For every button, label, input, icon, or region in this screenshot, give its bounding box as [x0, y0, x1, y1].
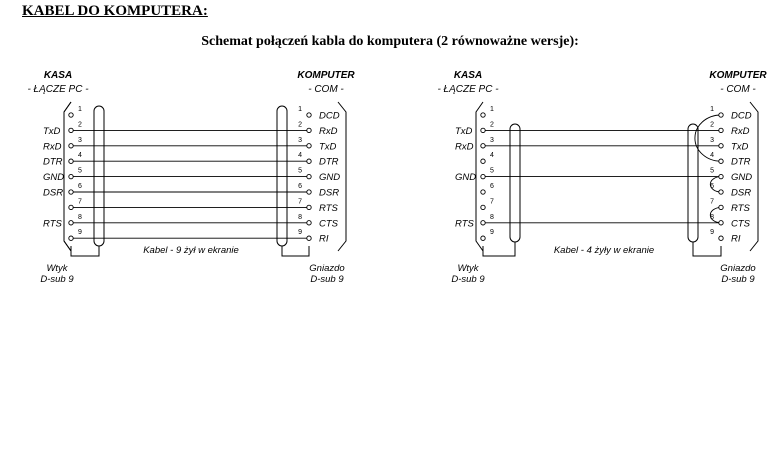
- v1-plug-pin-6: [69, 190, 73, 194]
- v2-kasa-subtitle: - ŁĄCZE PC -: [437, 84, 499, 95]
- v2-socket-pin-6: [719, 190, 723, 194]
- v2-socket-pin-5: [719, 174, 723, 178]
- v1-socket-pin-6: [307, 190, 311, 194]
- v2-socket-pin-number-3: 3: [710, 136, 714, 144]
- v1-plug-pin-number-4: 4: [78, 152, 82, 160]
- v1-socket-pin-number-1: 1: [298, 106, 302, 113]
- v2-plug-pin-9: [481, 236, 485, 240]
- v2-socket-label-line1: Gniazdo: [720, 263, 756, 274]
- v2-socket-signal-dsr: DSR: [731, 187, 752, 199]
- v1-plug-pin-number-9: 9: [78, 229, 82, 237]
- v1-plug-pin-number-6: 6: [78, 183, 82, 190]
- v2-socket-signal-gnd: GND: [731, 172, 753, 184]
- v2-shield-ground-left: [483, 242, 515, 256]
- v1-plug-signal-gnd: GND: [43, 172, 65, 184]
- v2-socket-pin-number-6: 6: [710, 183, 714, 190]
- v2-socket-signal-rts: RTS: [731, 202, 750, 214]
- v1-plug-pin-7: [69, 205, 73, 209]
- v2-plug-label-line2: D-sub 9: [451, 274, 485, 285]
- v2-socket-signal-cts: CTS: [731, 218, 750, 230]
- v2-socket-signal-dcd: DCD: [731, 110, 752, 122]
- page-title: KABEL DO KOMPUTERA:: [22, 3, 208, 19]
- v2-plug-pin-number-1: 1: [490, 106, 494, 113]
- v2-socket-pin-1: [719, 113, 723, 117]
- v2-plug-signal-rts: RTS: [455, 218, 474, 230]
- v2-plug-pin-8: [481, 221, 485, 225]
- v1-socket-signal-gnd: GND: [319, 172, 341, 184]
- v1-cable-label: Kabel - 9 żył w ekranie: [143, 245, 239, 256]
- v1-socket-signal-ri: RI: [319, 233, 329, 245]
- v1-socket-pin-1: [307, 113, 311, 117]
- v1-socket-pin-4: [307, 159, 311, 163]
- v2-socket-pin-number-4: 4: [710, 152, 714, 160]
- v1-socket-pin-7: [307, 205, 311, 209]
- v2-plug-signal-rxd: RxD: [455, 141, 474, 153]
- v1-computer-subtitle: - COM -: [308, 84, 344, 95]
- v2-plug-signal-txd: TxD: [455, 125, 473, 137]
- v1-plug-signal-dsr: DSR: [43, 187, 64, 199]
- v2-plug-pin-number-6: 6: [490, 183, 494, 190]
- v1-plug-pin-number-2: 2: [78, 121, 82, 129]
- v2-plug-pin-number-3: 3: [490, 136, 494, 144]
- v2-socket-pin-number-5: 5: [710, 167, 714, 175]
- v2-plug-pin-number-4: 4: [490, 152, 494, 160]
- v1-plug-pin-number-3: 3: [78, 136, 82, 144]
- v2-socket-label-line2: D-sub 9: [721, 274, 755, 285]
- v2-plug-pin-7: [481, 205, 485, 209]
- v1-socket-label-line2: D-sub 9: [310, 274, 344, 285]
- v1-plug-pin-8: [69, 221, 73, 225]
- v1-socket-pin-9: [307, 236, 311, 240]
- v2-socket-signal-ri: RI: [731, 233, 741, 245]
- v1-socket-pin-number-2: 2: [298, 121, 302, 129]
- v1-socket-pin-5: [307, 174, 311, 178]
- v1-plug-pins: [43, 106, 82, 240]
- v1-plug-label-line2: D-sub 9: [40, 274, 74, 285]
- v1-plug-pin-number-1: 1: [78, 106, 82, 113]
- v2-plug-pin-2: [481, 128, 485, 132]
- v1-plug-pin-number-5: 5: [78, 167, 82, 175]
- v2-socket-pin-number-1: 1: [710, 106, 714, 113]
- v1-kasa-title: KASA: [43, 70, 73, 81]
- v2-computer-title: KOMPUTER: [709, 70, 767, 81]
- v1-plug-label-line1: Wtyk: [46, 263, 68, 274]
- v2-socket-pins: [710, 106, 752, 245]
- v2-plug-signal-gnd: GND: [455, 172, 477, 184]
- v2-socket-signal-dtr: DTR: [731, 156, 751, 168]
- v2-plug-pin-number-7: 7: [490, 198, 494, 206]
- v2-plug-pin-5: [481, 174, 485, 178]
- v2-plug-pin-6: [481, 190, 485, 194]
- v1-socket-pin-number-3: 3: [298, 136, 302, 144]
- v2-socket-pin-number-9: 9: [710, 229, 714, 237]
- v1-cable-shield-left: [94, 106, 104, 246]
- v1-socket-signal-dcd: DCD: [319, 110, 340, 122]
- v1-plug-signal-rts: RTS: [43, 218, 62, 230]
- v2-socket-signal-txd: TxD: [731, 141, 749, 153]
- v2-cable-label: Kabel - 4 żyły w ekranie: [553, 245, 655, 256]
- v1-socket-pin-2: [307, 128, 311, 132]
- v1-socket-pin-8: [307, 221, 311, 225]
- v1-socket-signal-txd: TxD: [319, 141, 337, 153]
- v2-loop-1-4: [695, 115, 721, 161]
- v1-socket-pin-number-8: 8: [298, 213, 302, 221]
- v2-cable-shield-right: [688, 124, 698, 242]
- v1-cable-shield-right: [277, 106, 287, 246]
- v1-wires: [73, 130, 309, 238]
- v1-socket-signal-dsr: DSR: [319, 187, 340, 199]
- v2-plug-pin-number-9: 9: [490, 229, 494, 237]
- v1-plug-pin-2: [69, 128, 73, 132]
- v2-plug-pin-3: [481, 144, 485, 148]
- v2-socket-pin-7: [719, 205, 723, 209]
- v1-socket-pin-number-6: 6: [298, 183, 302, 190]
- v2-plug-pin-number-2: 2: [490, 121, 494, 129]
- v1-plug-pin-number-7: 7: [78, 198, 82, 206]
- v1-socket-label-line1: Gniazdo: [309, 263, 345, 274]
- diagram-version-2: [437, 70, 767, 285]
- v2-shield-ground-right: [693, 242, 721, 256]
- v1-socket-pins: [298, 106, 340, 245]
- v2-kasa-title: KASA: [453, 70, 483, 81]
- diagram-version-1: [27, 70, 355, 285]
- v2-computer-subtitle: - COM -: [720, 84, 756, 95]
- v2-plug-pin-number-8: 8: [490, 213, 494, 221]
- v2-socket-pin-4: [719, 159, 723, 163]
- v2-socket-pin-3: [719, 144, 723, 148]
- v1-computer-title: KOMPUTER: [297, 70, 355, 81]
- v2-plug-pins: [455, 106, 494, 240]
- v2-socket-pin-2: [719, 128, 723, 132]
- v2-local-loops: [695, 115, 721, 223]
- v1-plug-pin-number-8: 8: [78, 213, 82, 221]
- v1-plug-pin-3: [69, 144, 73, 148]
- v2-plug-pin-number-5: 5: [490, 167, 494, 175]
- v1-socket-pin-number-7: 7: [298, 198, 302, 206]
- v2-socket-pin-number-7: 7: [710, 198, 714, 206]
- v2-plug-pin-4: [481, 159, 485, 163]
- v1-socket-pin-number-9: 9: [298, 229, 302, 237]
- v1-plug-pin-1: [69, 113, 73, 117]
- v2-socket-pin-number-2: 2: [710, 121, 714, 129]
- v2-socket-pin-number-8: 8: [710, 213, 714, 221]
- v1-socket-pin-3: [307, 144, 311, 148]
- v2-plug-label-line1: Wtyk: [457, 263, 479, 274]
- v1-socket-signal-rts: RTS: [319, 202, 338, 214]
- v1-socket-pin-number-5: 5: [298, 167, 302, 175]
- v1-plug-pin-5: [69, 174, 73, 178]
- v1-plug-signal-txd: TxD: [43, 125, 61, 137]
- v1-plug-pin-9: [69, 236, 73, 240]
- v1-plug-signal-rxd: RxD: [43, 141, 62, 153]
- v1-socket-pin-number-4: 4: [298, 152, 302, 160]
- v2-socket-pin-8: [719, 221, 723, 225]
- v1-socket-signal-dtr: DTR: [319, 156, 339, 168]
- v2-socket-pin-9: [719, 236, 723, 240]
- v1-socket-signal-rxd: RxD: [319, 125, 338, 137]
- v1-socket-signal-cts: CTS: [319, 218, 338, 230]
- v1-kasa-subtitle: - ŁĄCZE PC -: [27, 84, 89, 95]
- v1-plug-pin-4: [69, 159, 73, 163]
- page-subtitle: Schemat połączeń kabla do komputera (2 równoważne wersje):: [201, 34, 579, 49]
- v2-socket-signal-rxd: RxD: [731, 125, 750, 137]
- v2-cable-shield-left: [510, 124, 520, 242]
- v1-shield-ground-right: [282, 246, 309, 256]
- v1-shield-ground-left: [71, 246, 99, 256]
- v2-plug-pin-1: [481, 113, 485, 117]
- v1-plug-signal-dtr: DTR: [43, 156, 63, 168]
